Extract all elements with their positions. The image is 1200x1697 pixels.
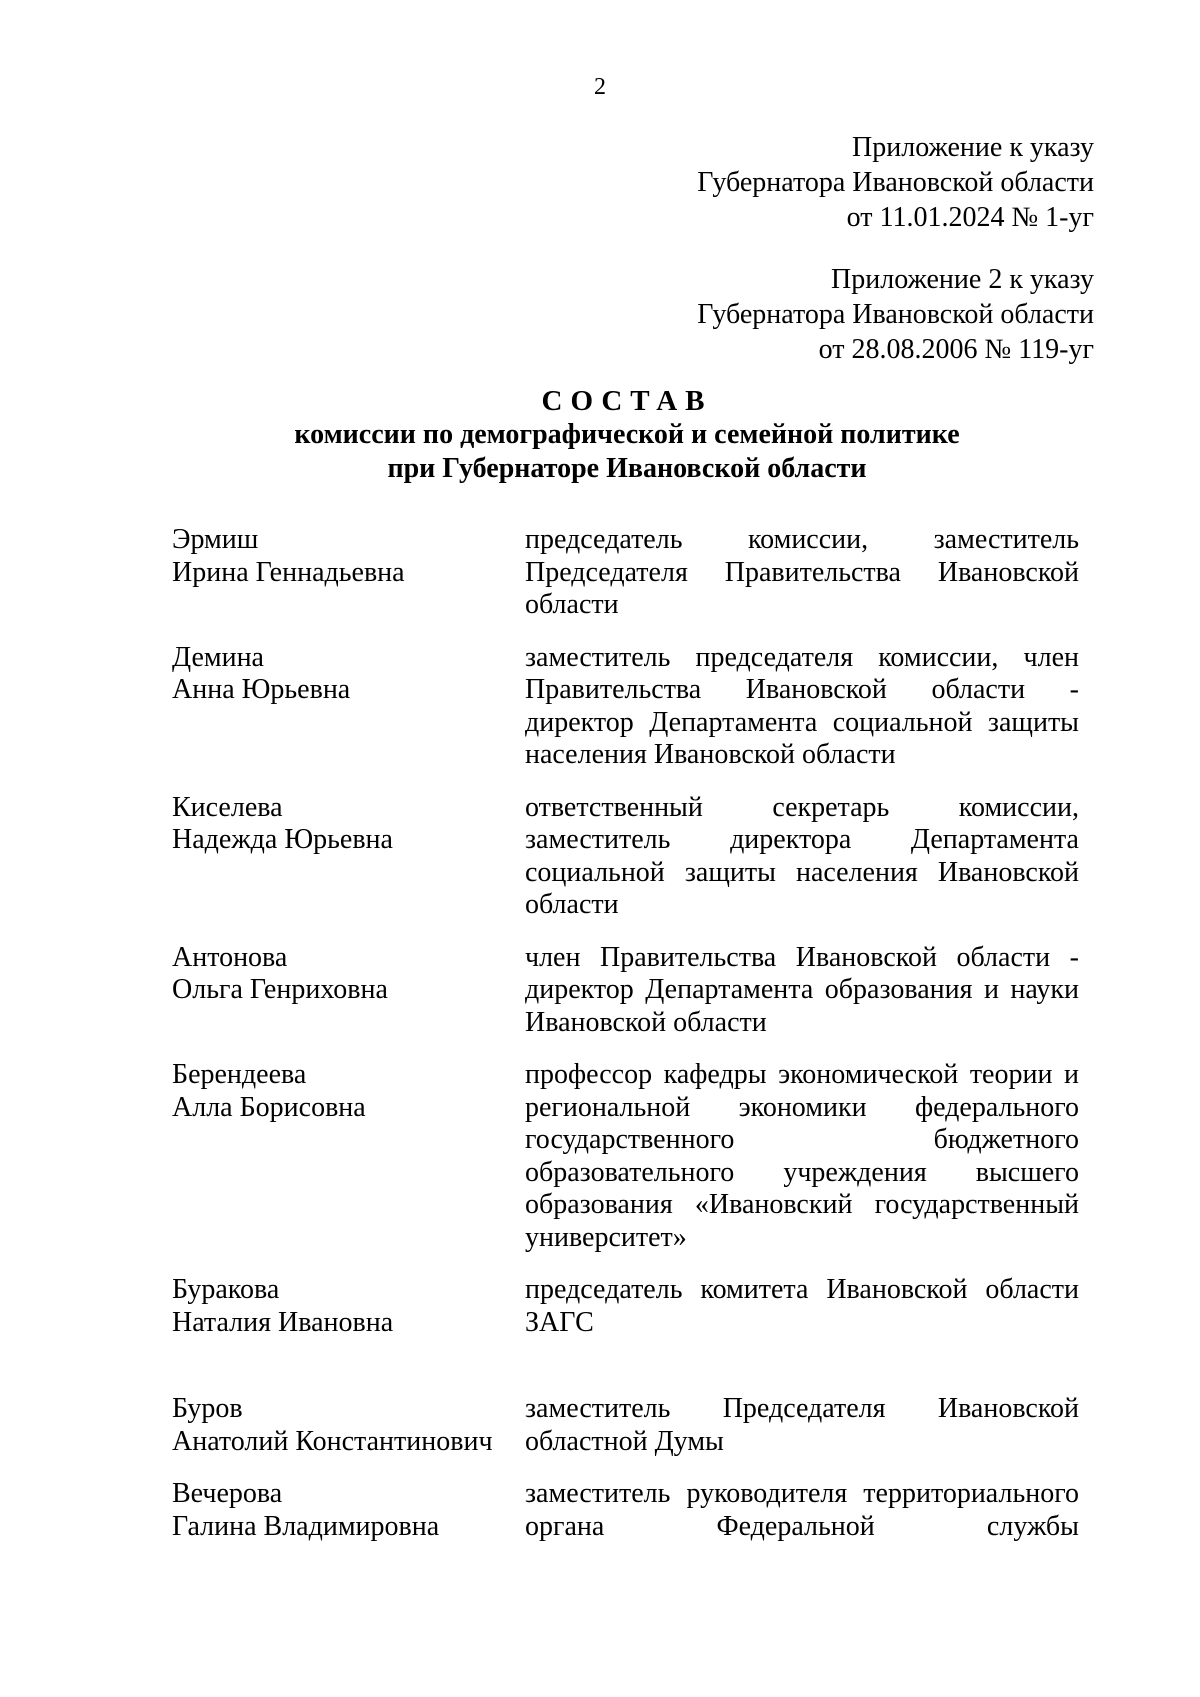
member-given-names: Ирина Геннадьевна (172, 556, 405, 588)
member-role (525, 1059, 1079, 1254)
member-surname: Эрмиш (172, 524, 259, 555)
role-word: региональной (525, 1091, 691, 1123)
role-word: ответственный (525, 791, 703, 823)
member-given-names: Наталия Ивановна (172, 1306, 394, 1338)
role-word: директора (730, 824, 852, 855)
appendix-line: Приложение к указу (852, 132, 1094, 163)
role-word: заместитель (933, 524, 1079, 555)
role-line (525, 1157, 1079, 1190)
member-entry (172, 1274, 1079, 1339)
member-name (172, 1059, 525, 1254)
member-surname: Буракова (172, 1274, 280, 1305)
role-word: Председателя (722, 1393, 886, 1424)
role-line: заместитель руководителя территориального (525, 1478, 1079, 1509)
role-line (525, 1124, 1079, 1157)
role-word: Ивановской (937, 1393, 1079, 1424)
member-entry (172, 524, 1079, 622)
role-line: области (525, 889, 619, 920)
member-name (172, 1393, 525, 1458)
role-line (525, 524, 1079, 557)
member-entry (172, 1478, 1079, 1543)
role-word: Департамента (910, 824, 1079, 855)
role-line (525, 1092, 1079, 1125)
member-role (525, 942, 1079, 1040)
member-surname: Киселева (172, 791, 283, 823)
role-word: экономики (738, 1091, 867, 1123)
role-line: директор Департамента социальной защиты (525, 706, 1079, 738)
role-line (525, 792, 1079, 825)
role-line (525, 674, 1079, 707)
role-line: области (525, 589, 619, 620)
role-word: области (931, 674, 1026, 705)
role-word: Правительства (525, 674, 702, 705)
role-line: областной Думы (525, 1425, 724, 1457)
role-word: заместитель (525, 824, 671, 855)
member-name (172, 942, 525, 1040)
role-word: высшего (975, 1156, 1079, 1188)
member-name (172, 524, 525, 622)
member-name (172, 642, 525, 772)
member-role (525, 1393, 1079, 1458)
role-word: учреждения (783, 1156, 927, 1188)
role-word: председатель (525, 524, 683, 555)
member-given-names: Анатолий Константинович (172, 1425, 493, 1457)
member-given-names: Алла Борисовна (172, 1091, 366, 1123)
role-line: образования «Ивановский государственный (525, 1189, 1079, 1220)
role-word: Ивановской (745, 674, 887, 705)
member-surname: Вечерова (172, 1478, 283, 1509)
title-subtitle: комиссии по демографической и семейной политике (294, 419, 960, 450)
role-line: профессор кафедры экономической теории и (525, 1059, 1079, 1090)
appendix-reference-original (697, 262, 1094, 367)
member-surname: Берендеева (172, 1059, 307, 1090)
member-role (525, 524, 1079, 622)
member-entry (172, 1059, 1079, 1254)
member-given-names: Надежда Юрьевна (172, 824, 393, 855)
role-line (525, 1393, 1079, 1426)
role-word: бюджетного (933, 1124, 1079, 1155)
member-role (525, 1274, 1079, 1339)
member-role (525, 792, 1079, 922)
role-word: Федеральной (716, 1510, 875, 1542)
members-list (172, 524, 1079, 1563)
member-entry (172, 642, 1079, 772)
role-line: ЗАГС (525, 1306, 594, 1338)
appendix-line: от 28.08.2006 № 119-уг (818, 334, 1094, 365)
role-line: университет» (525, 1221, 687, 1253)
title-main: СОСТАВ (541, 385, 713, 417)
role-word: федерального (914, 1091, 1079, 1123)
member-given-names: Галина Владимировна (172, 1510, 440, 1542)
role-word: комиссии, (747, 524, 869, 555)
role-word: службы (986, 1510, 1079, 1542)
member-surname: Буров (172, 1393, 243, 1424)
member-entry (172, 942, 1079, 1040)
appendix-line: Губернатора Ивановской области (697, 167, 1094, 198)
member-name (172, 1274, 525, 1339)
role-word: - (1069, 674, 1079, 705)
role-word: комиссии, (958, 791, 1079, 823)
role-word: Ивановской (937, 556, 1079, 588)
member-given-names: Анна Юрьевна (172, 674, 351, 705)
page-number: 2 (594, 74, 606, 100)
member-surname: Антонова (172, 941, 288, 973)
role-line: Ивановской области (525, 1006, 767, 1038)
role-line: заместитель председателя комиссии, член (525, 641, 1079, 673)
role-line: социальной защиты населения Ивановской (525, 856, 1079, 888)
title-subtitle: при Губернаторе Ивановской области (387, 453, 867, 484)
role-word: органа (525, 1510, 605, 1542)
role-word: образовательного (525, 1156, 735, 1188)
appendix-line: Приложение 2 к указу (831, 264, 1094, 295)
role-line (525, 824, 1079, 857)
role-line: населения Ивановской области (525, 739, 896, 770)
role-word: Председателя (525, 556, 688, 588)
member-role (525, 1478, 1079, 1543)
member-role (525, 642, 1079, 772)
member-given-names: Ольга Генриховна (172, 974, 388, 1005)
member-name (172, 792, 525, 922)
appendix-reference-current (697, 130, 1094, 235)
appendix-line: от 11.01.2024 № 1-уг (846, 202, 1094, 233)
role-line: директор Департамента образования и науки (525, 974, 1079, 1005)
document-title (0, 384, 1200, 486)
member-surname: Демина (172, 641, 264, 673)
appendix-line: Губернатора Ивановской области (697, 299, 1094, 330)
member-entry (172, 1393, 1079, 1458)
role-line (525, 1511, 1079, 1544)
role-word: заместитель (525, 1393, 671, 1424)
member-name (172, 1478, 525, 1543)
role-line: член Правительства Ивановской области - (525, 941, 1079, 973)
role-line: председатель комитета Ивановской области (525, 1274, 1079, 1305)
role-line (525, 557, 1079, 590)
role-word: секретарь (772, 791, 890, 823)
member-entry (172, 792, 1079, 922)
role-word: Правительства (724, 556, 901, 588)
role-word: государственного (525, 1124, 735, 1155)
